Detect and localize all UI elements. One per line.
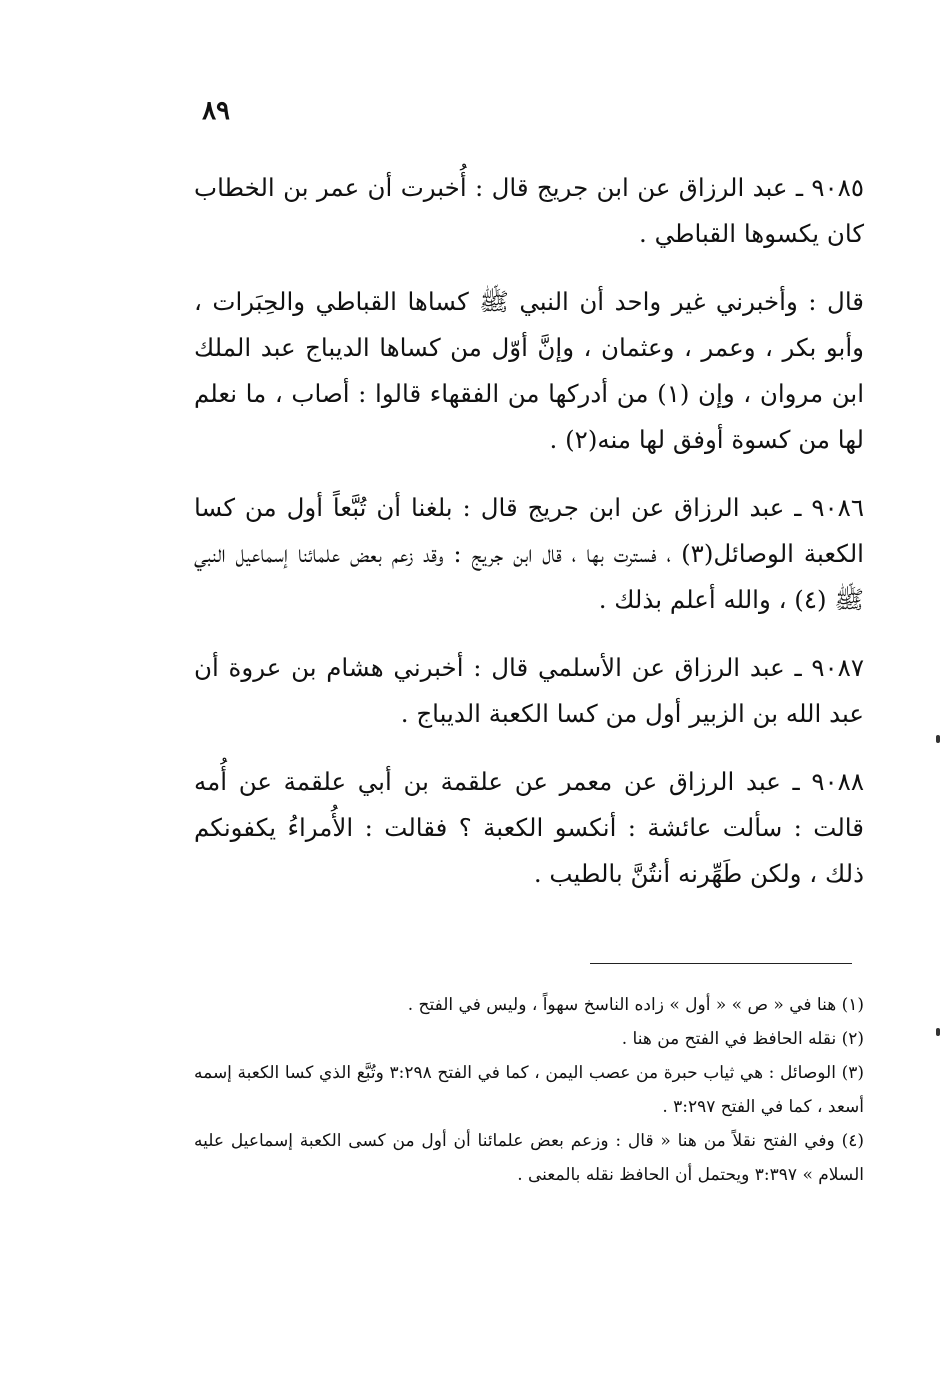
hadith-9085: ٩٠٨٥ ـ عبد الرزاق عن ابن جريج قال : أُخبرت أن عمر بن الخطاب كان يكسوها القباطي . (194, 173, 864, 248)
hadith-9088: ٩٠٨٨ ـ عبد الرزاق عن معمر عن علقمة بن أبي علقمة عن أُمه قالت : سألت عائشة : أنكسو الكعبة ؟ فقالت : الأُمراءُ يكفونكم ذلك ، ولكن طَهِّرنه أنتُنَّ بالطيب . (194, 767, 864, 888)
footnote-1: (١) هنا في « ص » « أول » زاده الناسخ سهواً ، وليس في الفتح . (407, 995, 864, 1015)
paragraph-qala: قال : وأخبرني غير واحد أن النبي ﷺ كساها القباطي والحِبَرات ، وأبو بكر ، وعمر ، وعثمان ، وإنَّ أوّل من كساها الديباج عبد الملك ابن مروان ، وإن (١) من أدركها من الفقهاء قالوا : أصاب ، ما نعلم لها من كسوة أوفق لها منه(٢) . (194, 287, 865, 454)
hadith-9086: ٩٠٨٦ ـ عبد الرزاق عن ابن جريج قال : بلغنا أن تُبَّعاً أول من كسا الكعبة الوصائل(٣) ، فسترت بها ، قال ابن جريج : وقد زعم بعض علمائنا إسماعيل النبي ﷺ (٤) ، والله أعلم بذلك . (194, 493, 864, 614)
page-number: ٨٩ (202, 96, 230, 126)
scan-speck (936, 735, 940, 743)
hadith-9087: ٩٠٨٧ ـ عبد الرزاق عن الأسلمي قال : أخبرني هشام بن عروة أن عبد الله بن الزبير أول من كسا الكعبة الديباج . (194, 653, 864, 728)
footnote-3: (٣) الوصائل : هي ثياب حبرة من عصب اليمن ، كما في الفتح ٣:٢٩٨ وتُبَّع الذي كسا الكعبة إسمه أسعد ، كما في الفتح ٣:٢٩٧ . (194, 1063, 864, 1117)
main-text (194, 165, 864, 919)
footnote-4: (٤) وفي الفتح نقلاً من هنا « قال : وزعم بعض علمائنا أن أول من كسى الكعبة إسماعيل عليه السلام » ٣:٣٩٧ ويحتمل أن الحافظ نقله بالمعنى . (194, 1131, 864, 1185)
footnotes (194, 988, 864, 1192)
scan-speck (936, 1028, 940, 1036)
footnote-divider (590, 963, 852, 964)
footnote-2: (٢) نقله الحافظ في الفتح من هنا . (621, 1029, 864, 1049)
